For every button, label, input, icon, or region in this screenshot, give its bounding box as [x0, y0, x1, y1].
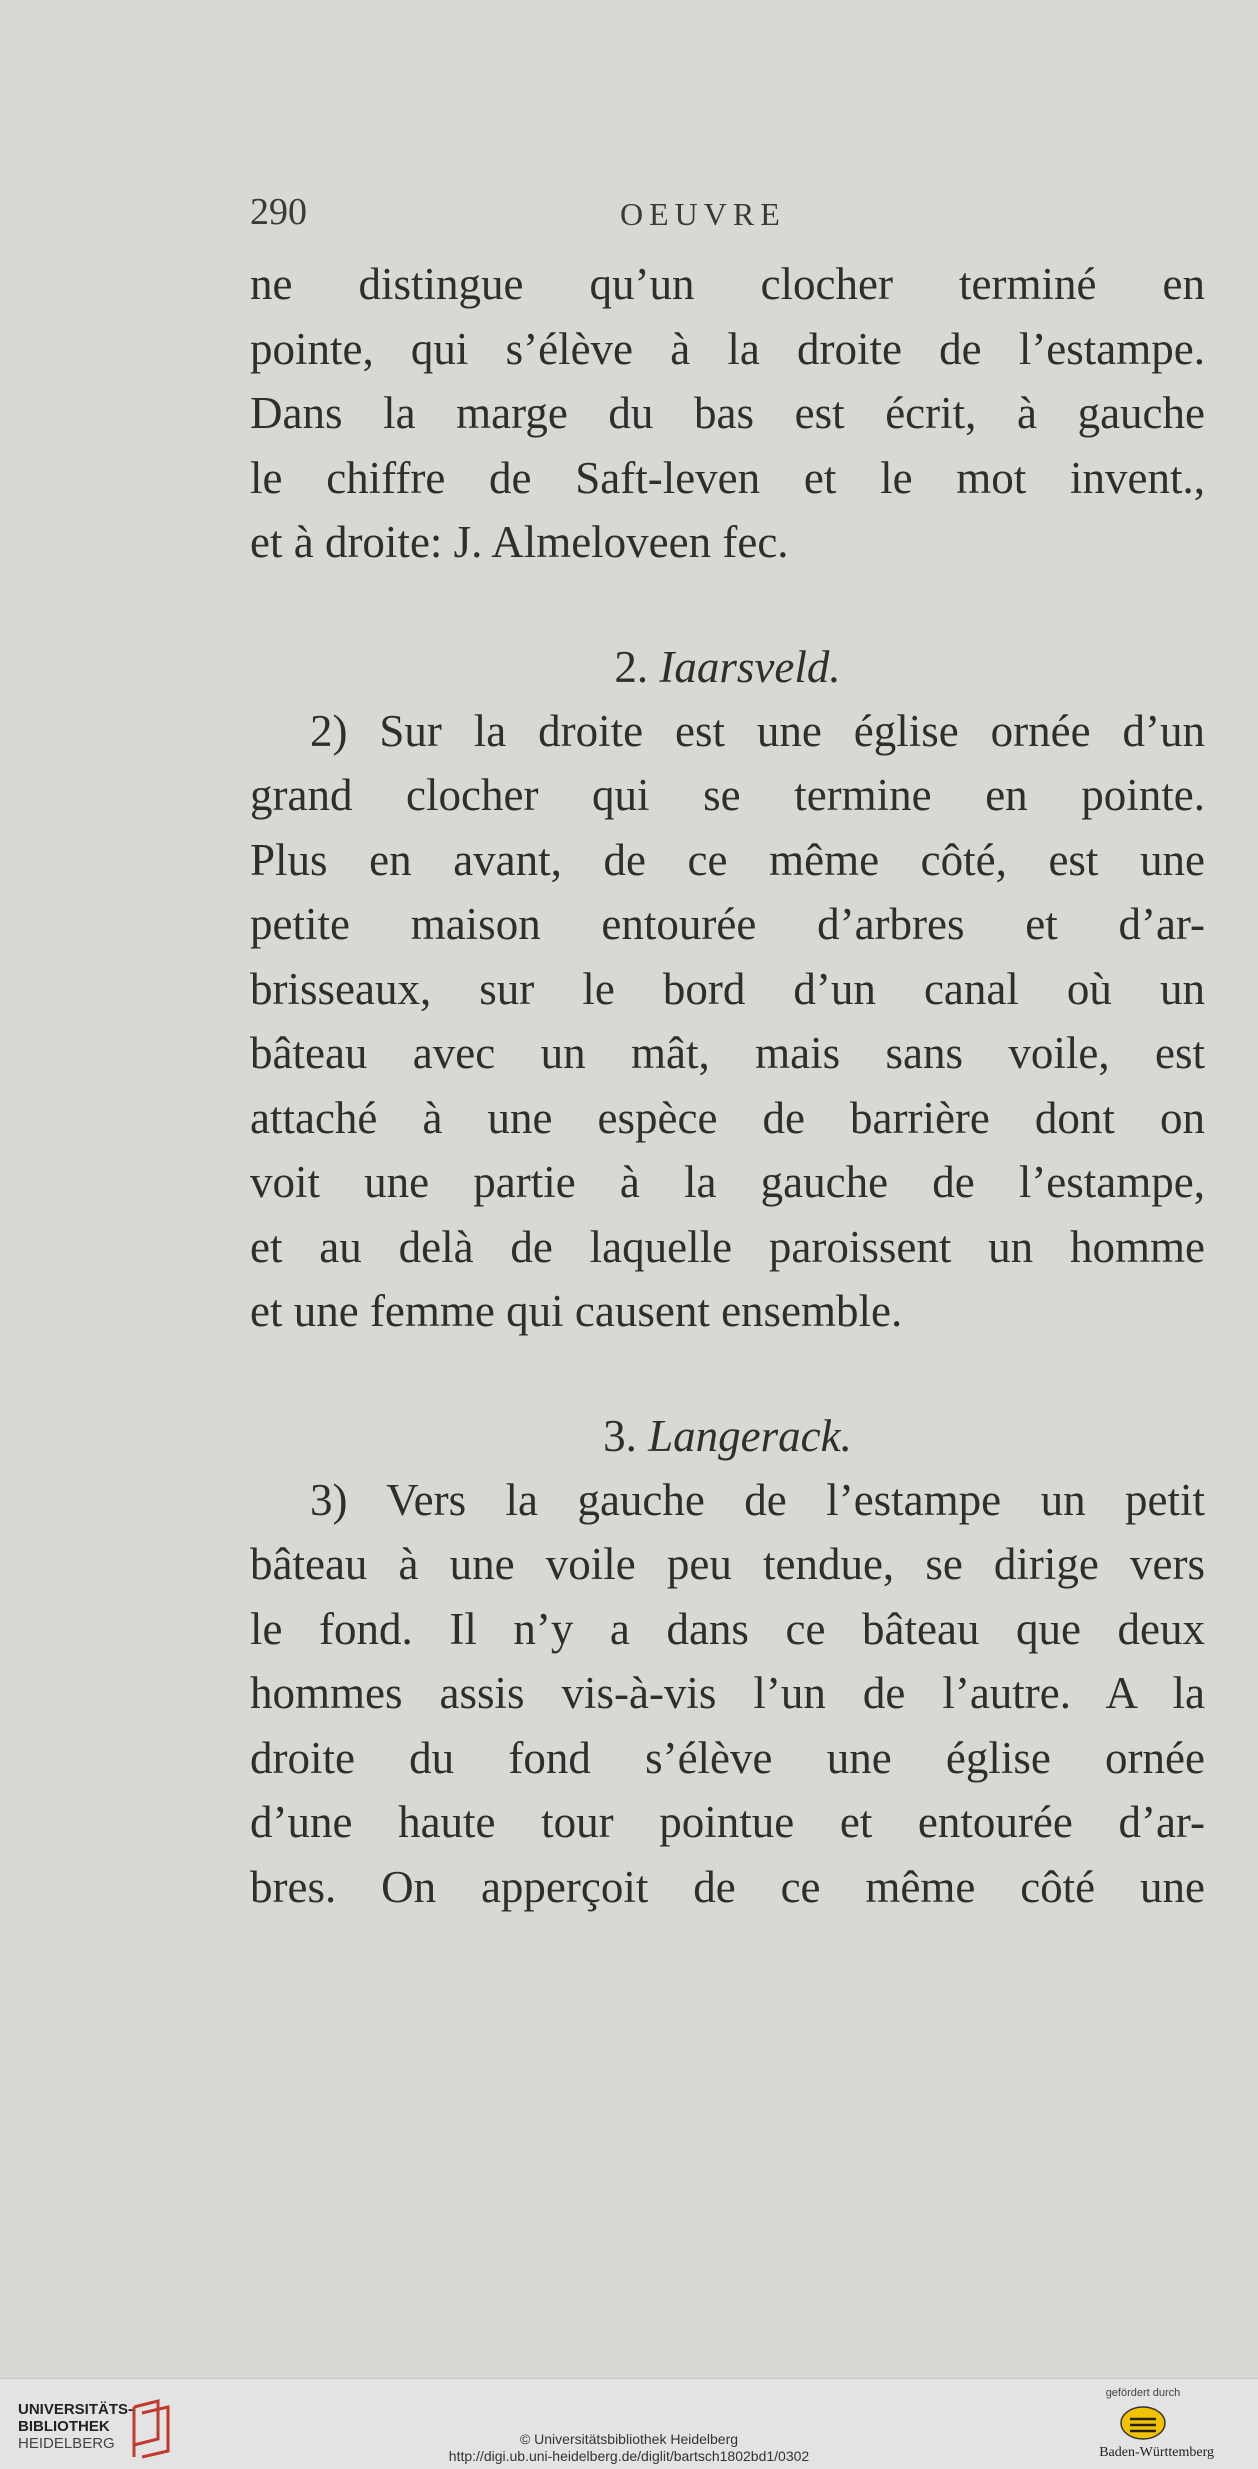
- permalink[interactable]: http://digi.ub.uni-heidelberg.de/diglit/bartsch1802bd1/0302: [448, 2448, 810, 2464]
- text-line: bâteau avec un mât, mais sans voile, est: [250, 1028, 1205, 1078]
- section-heading-3: [250, 1404, 1205, 1468]
- text-line: d’une haute tour pointue et entourée d’ar-: [250, 1797, 1205, 1847]
- text-line: et une femme qui causent ensemble.: [250, 1286, 903, 1336]
- text-line: droite du fond s’élève une église ornée: [250, 1732, 1205, 1783]
- text-line: le chiffre de Saft-leven et le mot invent.,: [250, 452, 1205, 503]
- copyright-notice: [0, 2431, 1258, 2465]
- text-line: et au delà de laquelle paroissent un homme: [250, 1221, 1205, 1272]
- paragraph-iaarsveld: [250, 699, 1205, 1344]
- page-header: [250, 190, 1210, 240]
- text-line: 3) Vers la gauche de l’estampe un petit: [310, 1474, 1205, 1525]
- text-line: brisseaux, sur le bord d’un canal où un: [250, 963, 1205, 1014]
- text-line: Plus en avant, de ce même côté, est une: [250, 834, 1205, 885]
- text-line: voit une partie à la gauche de l’estampe,: [250, 1157, 1205, 1207]
- text-line: 2) Sur la droite est une église ornée d’un: [310, 705, 1205, 756]
- paragraph-langerack: [250, 1468, 1205, 1920]
- text-line: ne distingue qu’un clocher terminé en: [250, 259, 1205, 309]
- library-footer: [0, 2378, 1258, 2469]
- section-title: Iaarsveld.: [659, 641, 841, 692]
- section-number: 3.: [603, 1410, 637, 1461]
- page-number: 290: [250, 191, 307, 233]
- text-line: grand clocher qui se termine en pointe.: [250, 770, 1205, 820]
- text-line: pointe, qui s’élève à la droite de l’estampe.: [250, 323, 1205, 374]
- text-line: Dans la marge du bas est écrit, à gauche: [250, 388, 1205, 438]
- section-number: 2.: [614, 641, 649, 692]
- paragraph-continued: [250, 252, 1205, 575]
- body-text: [250, 252, 1205, 1919]
- copyright-text: © Universitätsbibliothek Heidelberg: [519, 2431, 739, 2447]
- coat-of-arms-icon: [1118, 2405, 1168, 2441]
- running-head: OEUVRE: [620, 196, 786, 232]
- section-heading-2: [250, 635, 1205, 699]
- funder-name: Baden-Württemberg: [1099, 2445, 1214, 2460]
- text-line: bres. On apperçoit de ce même côté une: [250, 1861, 1205, 1912]
- library-name-line: UNIVERSITÄTS-: [18, 2401, 134, 2418]
- text-line: petite maison entourée d’arbres et d’ar-: [250, 899, 1205, 949]
- library-name-line: HEIDELBERG: [18, 2435, 115, 2452]
- library-name-line: BIBLIOTHEK: [18, 2418, 110, 2435]
- text-line: bâteau à une voile peu tendue, se dirige vers: [250, 1539, 1205, 1589]
- text-line: et à droite: J. Almeloveen fec.: [250, 517, 789, 567]
- funded-by-label: gefördert durch: [1105, 2387, 1181, 2399]
- text-line: le fond. Il n’y a dans ce bâteau que deux: [250, 1603, 1205, 1654]
- text-line: hommes assis vis-à-vis l’un de l’autre. A la: [250, 1668, 1205, 1718]
- section-title: Langerack.: [648, 1410, 852, 1461]
- text-line: attaché à une espèce de barrière dont on: [250, 1092, 1205, 1143]
